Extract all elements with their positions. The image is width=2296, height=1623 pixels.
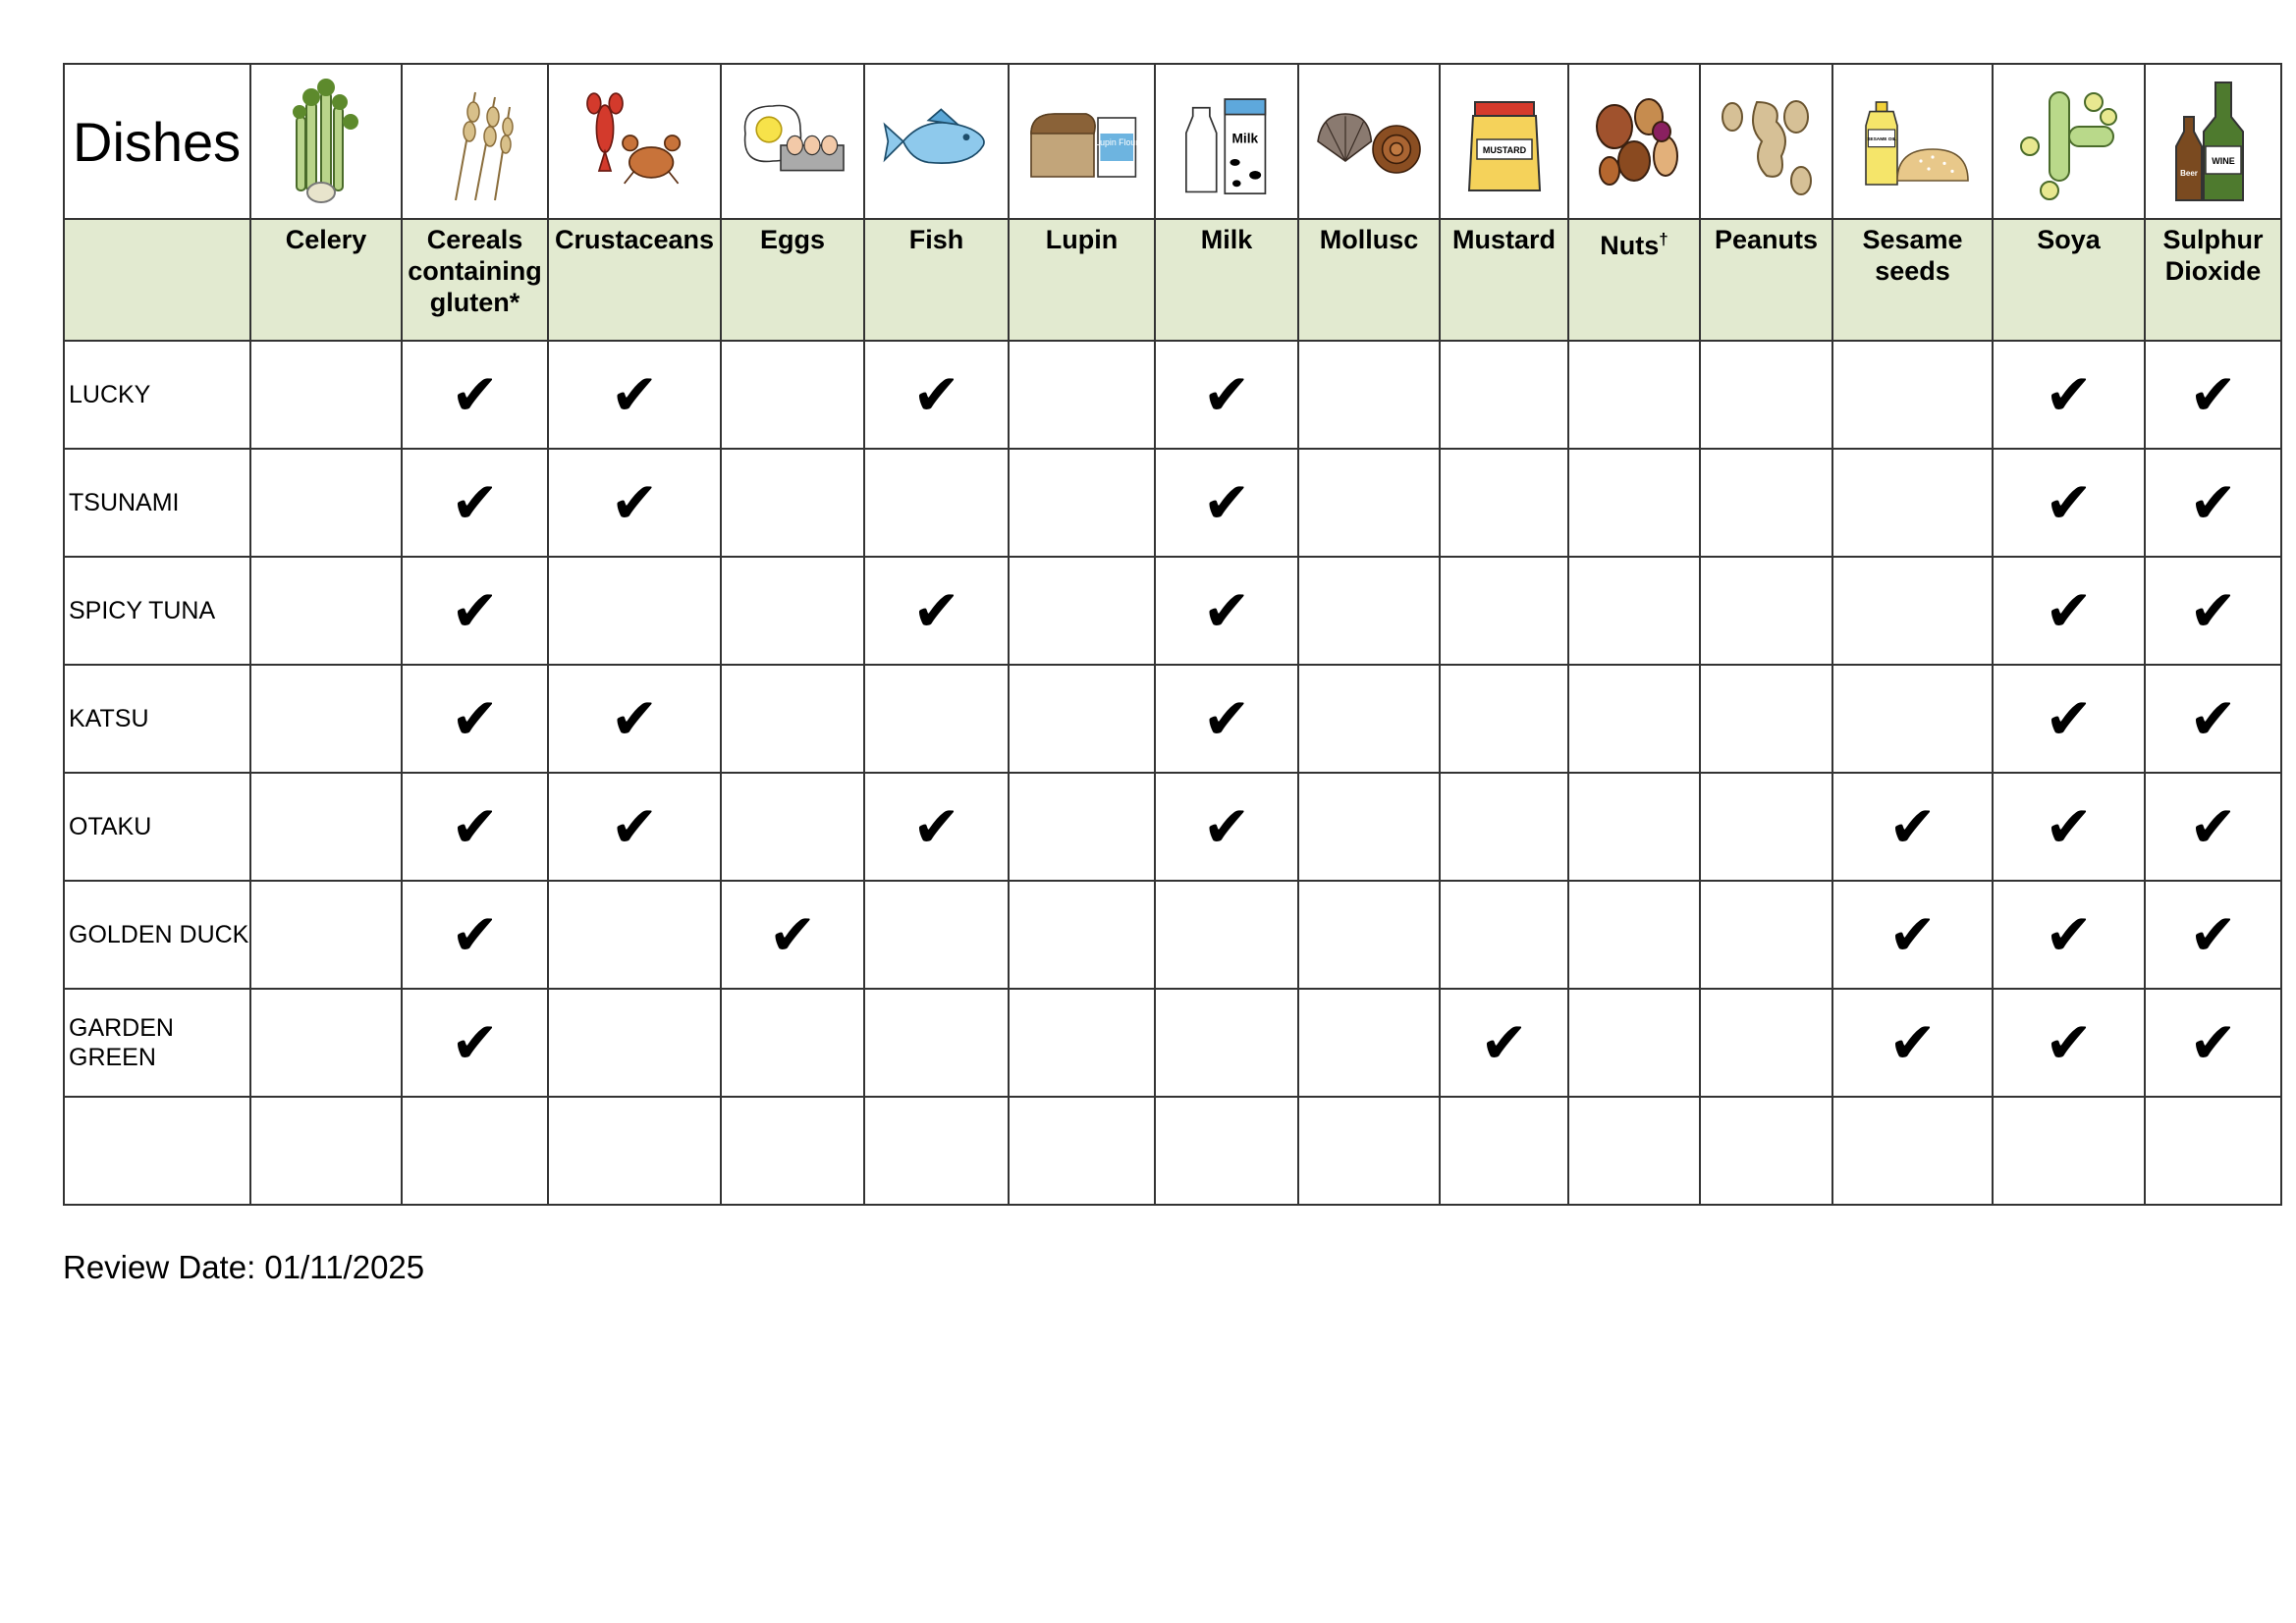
empty-cell: [1155, 881, 1298, 989]
empty-cell: [1298, 341, 1440, 449]
empty-cell: [1700, 989, 1832, 1097]
sesame-icon: [1854, 73, 1972, 210]
empty-cell: [1009, 449, 1155, 557]
check-icon: ✔: [548, 773, 721, 881]
allergen-label: Sulphur Dioxide: [2145, 219, 2281, 341]
empty-cell: [1832, 449, 1993, 557]
empty-cell: [250, 665, 402, 773]
check-icon: ✔: [1993, 989, 2145, 1097]
table-row: [64, 1097, 2281, 1205]
empty-cell: [721, 989, 864, 1097]
empty-cell: [1298, 881, 1440, 989]
check-icon: ✔: [548, 665, 721, 773]
check-icon: ✔: [1832, 989, 1993, 1097]
empty-cell: [1440, 665, 1568, 773]
empty-cell: [1298, 449, 1440, 557]
empty-cell: [1568, 341, 1700, 449]
check-icon: ✔: [1993, 341, 2145, 449]
allergen-label: Soya: [1993, 219, 2145, 341]
empty-cell: [721, 449, 864, 557]
empty-cell: [1832, 341, 1993, 449]
check-icon: ✔: [402, 881, 548, 989]
empty-cell: [250, 341, 402, 449]
mustard-icon-text: MUSTARD: [1482, 145, 1526, 155]
empty-cell: [721, 341, 864, 449]
celery-icon: [267, 73, 385, 210]
allergen-label: Eggs: [721, 219, 864, 341]
soya-icon: [2010, 73, 2128, 210]
milk-icon-cell: [1155, 64, 1298, 219]
allergen-label: Sesame seeds: [1832, 219, 1993, 341]
empty-cell: [1298, 665, 1440, 773]
fish-icon: [878, 73, 996, 210]
lupin-icon-text: Lupin Flour: [1094, 137, 1138, 147]
empty-cell: [1700, 557, 1832, 665]
empty-cell: [1700, 665, 1832, 773]
empty-cell: [721, 665, 864, 773]
eggs-icon: [734, 73, 851, 210]
empty-cell: [864, 989, 1009, 1097]
empty-cell: [1568, 449, 1700, 557]
empty-cell: [1440, 449, 1568, 557]
empty-cell: [548, 557, 721, 665]
fish-icon-cell: [864, 64, 1009, 219]
milk-icon: [1168, 73, 1285, 210]
empty-cell: [721, 557, 864, 665]
empty-cell: [1298, 773, 1440, 881]
table-row: [64, 449, 2281, 557]
allergen-label: Nuts: [1600, 231, 1660, 260]
check-icon: ✔: [2145, 881, 2281, 989]
table-row: [64, 665, 2281, 773]
empty-cell: [250, 989, 402, 1097]
dish-name: TSUNAMI: [64, 449, 250, 557]
empty-cell: [1568, 557, 1700, 665]
empty-cell: [1009, 557, 1155, 665]
empty-cell: [1440, 881, 1568, 989]
empty-cell: [1009, 773, 1155, 881]
empty-cell: [1700, 1097, 1832, 1205]
check-icon: ✔: [1993, 665, 2145, 773]
nuts-icon-cell: [1568, 64, 1700, 219]
table-row: [64, 989, 2281, 1097]
empty-cell: [864, 1097, 1009, 1205]
allergen-label: Mustard: [1440, 219, 1568, 341]
celery-icon-cell: [250, 64, 402, 219]
sesame-icon-cell: [1832, 64, 1993, 219]
empty-cell: [864, 881, 1009, 989]
wine-icon-text: WINE: [2211, 156, 2235, 166]
mustard-icon-cell: [1440, 64, 1568, 219]
empty-cell: [1568, 1097, 1700, 1205]
allergen-label: Crustaceans: [548, 219, 721, 341]
check-icon: ✔: [864, 557, 1009, 665]
empty-cell: [1440, 341, 1568, 449]
check-icon: ✔: [864, 341, 1009, 449]
empty-cell: [1440, 1097, 1568, 1205]
empty-cell: [250, 557, 402, 665]
check-icon: ✔: [2145, 449, 2281, 557]
dish-rows: [64, 341, 2281, 1205]
empty-cell: [1009, 881, 1155, 989]
check-icon: ✔: [864, 773, 1009, 881]
lupin-icon-cell: [1009, 64, 1155, 219]
check-icon: ✔: [402, 341, 548, 449]
dish-name: GOLDEN DUCK: [64, 881, 250, 989]
table-row: [64, 341, 2281, 449]
allergen-label-nuts: [1568, 219, 1700, 341]
wine-beer-icon: [2155, 73, 2272, 210]
empty-cell: [1568, 989, 1700, 1097]
check-icon: ✔: [1993, 449, 2145, 557]
allergen-label: Milk: [1155, 219, 1298, 341]
allergen-header-row: [64, 219, 2281, 341]
check-icon: ✔: [548, 449, 721, 557]
dish-name: LUCKY: [64, 341, 250, 449]
empty-cell: [1700, 881, 1832, 989]
mustard-icon: [1446, 73, 1563, 210]
dish-name: SPICY TUNA: [64, 557, 250, 665]
check-icon: ✔: [1155, 341, 1298, 449]
empty-cell: [864, 449, 1009, 557]
mollusc-icon: [1310, 73, 1428, 210]
empty-cell: [721, 1097, 864, 1205]
empty-cell: [1009, 665, 1155, 773]
check-icon: ✔: [1155, 449, 1298, 557]
empty-cell: [1440, 557, 1568, 665]
allergen-label: Lupin: [1009, 219, 1155, 341]
crustacean-icon: [575, 73, 693, 210]
peanuts-icon-cell: [1700, 64, 1832, 219]
empty-cell: [1298, 1097, 1440, 1205]
check-icon: ✔: [721, 881, 864, 989]
table-row: [64, 557, 2281, 665]
empty-cell: [250, 773, 402, 881]
check-icon: ✔: [1155, 773, 1298, 881]
wheat-icon-cell: [402, 64, 548, 219]
empty-cell: [1568, 881, 1700, 989]
nuts-icon: [1575, 73, 1693, 210]
empty-cell: [1009, 989, 1155, 1097]
mollusc-icon-cell: [1298, 64, 1440, 219]
sulphur-icon-cell: [2145, 64, 2281, 219]
allergen-table: [63, 63, 2282, 1206]
check-icon: ✔: [402, 557, 548, 665]
check-icon: ✔: [2145, 341, 2281, 449]
check-icon: ✔: [2145, 773, 2281, 881]
empty-cell: [1568, 773, 1700, 881]
check-icon: ✔: [402, 773, 548, 881]
dish-name: OTAKU: [64, 773, 250, 881]
empty-cell: [1298, 557, 1440, 665]
empty-cell: [1009, 341, 1155, 449]
empty-cell: [402, 1097, 548, 1205]
check-icon: ✔: [1832, 773, 1993, 881]
allergen-label: Celery: [250, 219, 402, 341]
crustacean-icon-cell: [548, 64, 721, 219]
empty-cell: [250, 449, 402, 557]
review-date: Review Date: 01/11/2025: [63, 1249, 425, 1285]
empty-cell: [1568, 665, 1700, 773]
check-icon: ✔: [402, 989, 548, 1097]
wheat-icon: [416, 73, 534, 210]
icon-row: [64, 64, 2281, 219]
dishes-title: Dishes: [64, 64, 250, 219]
empty-cell: [864, 665, 1009, 773]
soya-icon-cell: [1993, 64, 2145, 219]
dagger-mark: †: [1659, 230, 1668, 248]
empty-cell: [1155, 989, 1298, 1097]
check-icon: ✔: [1832, 881, 1993, 989]
check-icon: ✔: [2145, 989, 2281, 1097]
empty-cell: [548, 881, 721, 989]
check-icon: ✔: [548, 341, 721, 449]
empty-cell: [548, 989, 721, 1097]
beer-icon-text: Beer: [2179, 169, 2198, 178]
empty-cell: [250, 881, 402, 989]
table-row: [64, 773, 2281, 881]
allergen-label: Mollusc: [1298, 219, 1440, 341]
check-icon: ✔: [1993, 557, 2145, 665]
eggs-icon-cell: [721, 64, 864, 219]
empty-cell: [1700, 449, 1832, 557]
empty-cell: [1832, 1097, 1993, 1205]
allergen-label: Peanuts: [1700, 219, 1832, 341]
check-icon: ✔: [1993, 773, 2145, 881]
dish-name: KATSU: [64, 665, 250, 773]
empty-cell: [2145, 1097, 2281, 1205]
allergen-label: Fish: [864, 219, 1009, 341]
check-icon: ✔: [402, 665, 548, 773]
empty-cell: [1298, 989, 1440, 1097]
check-icon: ✔: [1440, 989, 1568, 1097]
table-row: [64, 881, 2281, 989]
empty-cell: [721, 773, 864, 881]
check-icon: ✔: [402, 449, 548, 557]
check-icon: ✔: [1993, 881, 2145, 989]
dish-name: [64, 1097, 250, 1205]
empty-cell: [1009, 1097, 1155, 1205]
empty-cell: [548, 1097, 721, 1205]
empty-cell: [1155, 1097, 1298, 1205]
check-icon: ✔: [2145, 665, 2281, 773]
lupin-flour-icon: [1023, 73, 1141, 210]
header-blank: [64, 219, 250, 341]
check-icon: ✔: [1155, 557, 1298, 665]
empty-cell: [1700, 341, 1832, 449]
check-icon: ✔: [1155, 665, 1298, 773]
peanuts-icon: [1708, 73, 1826, 210]
empty-cell: [250, 1097, 402, 1205]
empty-cell: [1700, 773, 1832, 881]
dish-name: GARDEN GREEN: [64, 989, 250, 1097]
check-icon: ✔: [2145, 557, 2281, 665]
milk-icon-text: Milk: [1231, 131, 1259, 146]
allergen-label: Cereals containing gluten*: [402, 219, 548, 341]
empty-cell: [1993, 1097, 2145, 1205]
empty-cell: [1440, 773, 1568, 881]
empty-cell: [1832, 665, 1993, 773]
sesame-icon-text: SESAME OIL: [1866, 137, 1896, 143]
empty-cell: [1832, 557, 1993, 665]
